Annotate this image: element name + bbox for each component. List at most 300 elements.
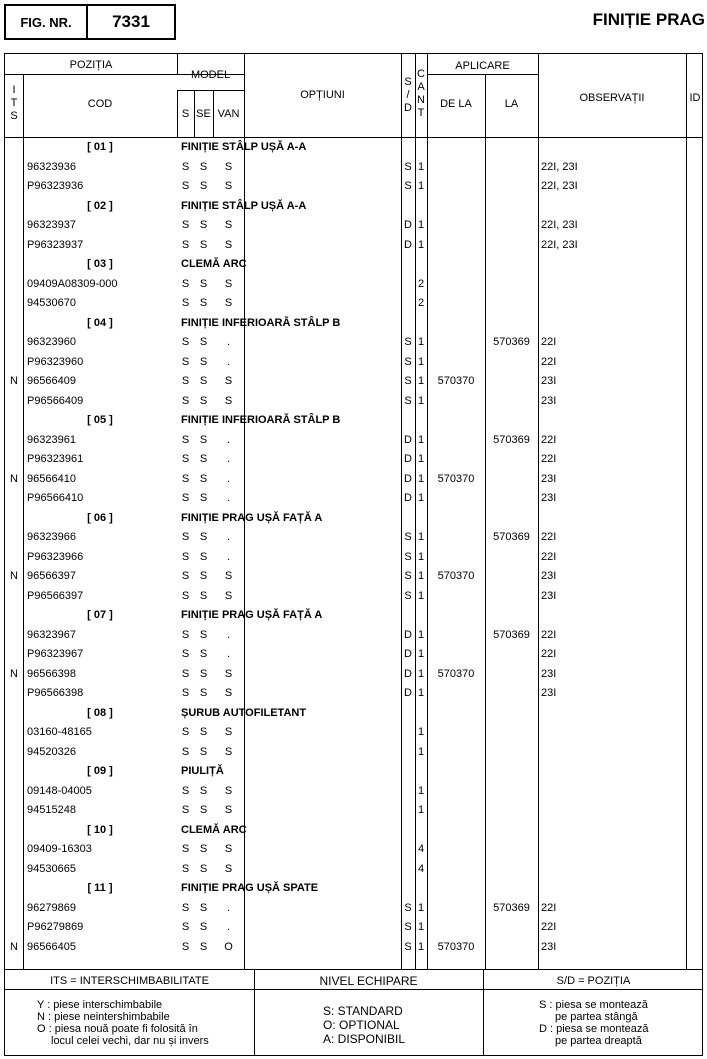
col-its: I T S	[10, 84, 18, 122]
part-code: P96323937	[27, 238, 84, 251]
col-sd: S / D	[404, 76, 412, 114]
part-code: 94530665	[27, 862, 76, 875]
observatii-cell: 23I	[541, 375, 557, 387]
observatii-cell: 22I	[541, 453, 557, 465]
sd-cell: S	[404, 550, 412, 563]
col-optiuni: OPȚIUNI	[300, 89, 345, 101]
part-code: P96323966	[27, 550, 84, 563]
part-code: P96566409	[27, 394, 84, 407]
model-se-cell: S	[199, 667, 208, 680]
cant-cell: 1	[417, 589, 425, 602]
position-number: [ 06 ]	[87, 511, 113, 524]
table-row	[5, 431, 702, 451]
group-row	[5, 255, 702, 275]
model-se-cell: S	[199, 531, 208, 543]
model-se-cell: S	[199, 648, 208, 660]
model-se-cell: S	[199, 687, 208, 699]
model-van-cell: S	[224, 375, 233, 387]
model-se-cell: S	[199, 921, 208, 933]
part-code: 03160-48165	[27, 726, 92, 738]
observatii-cell: 22I	[541, 531, 557, 543]
cant-cell: 1	[417, 355, 425, 368]
legend-its: Y : piese interschimbabile N : piese neintershimbabile O : piesa nouă poate fi folosită în locul celei vechi, dar nu și invers	[37, 999, 209, 1047]
legend-its-title: ITS = INTERSCHIMBABILITATE	[50, 975, 209, 987]
model-s-cell: S	[181, 648, 190, 660]
model-van-cell: .	[226, 453, 231, 465]
model-van-cell: S	[224, 667, 233, 680]
table-row	[5, 528, 702, 548]
model-s-cell: S	[181, 726, 190, 738]
model-s-cell: S	[181, 784, 190, 797]
model-s-cell: S	[181, 492, 190, 504]
col-model-van: VAN	[217, 108, 240, 120]
part-code: 96323936	[27, 160, 76, 173]
model-van-cell: S	[224, 726, 233, 738]
table-row	[5, 782, 702, 802]
model-van-cell: .	[226, 901, 231, 914]
group-row	[5, 606, 702, 626]
page-title: FINIȚIE PRAG	[592, 10, 705, 29]
model-s-cell: S	[181, 667, 190, 680]
model-van-cell: .	[226, 355, 231, 368]
sd-cell: D	[404, 238, 412, 251]
model-van-cell: .	[226, 648, 231, 660]
col-observatii: OBSERVAȚII	[579, 92, 645, 104]
observatii-cell: 22I	[541, 628, 557, 641]
model-s-cell: S	[181, 862, 190, 875]
group-row	[5, 821, 702, 841]
cant-cell: 1	[417, 648, 425, 660]
observatii-cell: 23I	[541, 394, 557, 407]
group-row	[5, 314, 702, 334]
sd-cell: S	[404, 921, 412, 933]
group-name: CLEMĂ ARC	[181, 258, 247, 270]
table-row	[5, 489, 702, 509]
model-van-cell: .	[226, 531, 231, 543]
part-code: P96566398	[27, 687, 84, 699]
table-row	[5, 567, 702, 587]
model-se-cell: S	[199, 277, 208, 290]
table-row	[5, 450, 702, 470]
model-van-cell: S	[224, 784, 233, 797]
group-row	[5, 509, 702, 529]
cant-cell: 1	[417, 726, 425, 738]
cant-cell: 1	[417, 901, 425, 914]
model-van-cell: S	[224, 570, 233, 582]
group-row	[5, 411, 702, 431]
model-se-cell: S	[199, 297, 208, 309]
cant-cell: 1	[417, 804, 425, 816]
group-row	[5, 879, 702, 899]
la-cell: 570369	[493, 628, 530, 641]
observatii-cell: 23I	[541, 589, 557, 602]
group-name: FINIȚIE INFERIOARĂ STÂLP B	[181, 414, 341, 426]
model-s-cell: S	[181, 901, 190, 914]
model-s-cell: S	[181, 433, 190, 446]
group-name: ȘURUB AUTOFILETANT	[181, 706, 307, 719]
observatii-cell: 22I, 23I	[541, 238, 578, 251]
part-code: 96323966	[27, 531, 76, 543]
model-van-cell: .	[226, 628, 231, 641]
model-s-cell: S	[181, 472, 190, 485]
de-la-cell: 570370	[437, 667, 475, 680]
col-la: LA	[504, 98, 519, 110]
col-model-s: S	[181, 108, 190, 120]
its-cell: N	[10, 375, 18, 387]
sd-cell: D	[404, 219, 412, 231]
part-code: 96566405	[27, 940, 76, 953]
cant-cell: 2	[417, 277, 425, 290]
observatii-cell: 22I	[541, 901, 557, 914]
observatii-cell: 22I	[541, 550, 557, 563]
model-van-cell: S	[224, 297, 233, 309]
de-la-cell: 570370	[437, 940, 475, 953]
its-cell: N	[10, 570, 18, 582]
model-s-cell: S	[181, 238, 190, 251]
sd-cell: S	[404, 180, 412, 192]
sd-cell: D	[404, 453, 412, 465]
model-s-cell: S	[181, 297, 190, 309]
legend-nivel: S: STANDARD O: OPTIONAL A: DISPONIBIL	[323, 1004, 406, 1046]
part-code: P96323936	[27, 180, 84, 192]
group-name: CLEMĂ ARC	[181, 823, 247, 836]
table-row	[5, 353, 702, 373]
sd-cell: S	[404, 901, 412, 914]
group-name: FINIȚIE PRAG UȘĂ FAȚĂ A	[181, 609, 323, 621]
part-code: 96566409	[27, 375, 76, 387]
model-s-cell: S	[181, 628, 190, 641]
position-number: [ 01 ]	[87, 141, 113, 153]
legend-nivel-title: NIVEL ECHIPARE	[319, 974, 418, 988]
la-cell: 570369	[493, 901, 530, 914]
model-van-cell: S	[224, 687, 233, 699]
cant-cell: 1	[417, 667, 425, 680]
table-row	[5, 645, 702, 665]
la-cell: 570369	[493, 336, 530, 348]
table-row	[5, 918, 702, 938]
sd-cell: D	[404, 648, 412, 660]
model-se-cell: S	[199, 219, 208, 231]
model-se-cell: S	[199, 570, 208, 582]
observatii-cell: 22I	[541, 336, 557, 348]
model-s-cell: S	[181, 355, 190, 368]
observatii-cell: 23I	[541, 492, 557, 504]
model-s-cell: S	[181, 921, 190, 933]
table-row	[5, 899, 702, 919]
cant-cell: 1	[417, 531, 425, 543]
col-aplicare: APLICARE	[455, 60, 510, 72]
cant-cell: 1	[417, 492, 425, 504]
model-se-cell: S	[199, 375, 208, 387]
group-name: FINIȚIE PRAG UȘĂ SPATE	[181, 882, 319, 894]
sd-cell: S	[404, 570, 412, 582]
table-row	[5, 548, 702, 568]
de-la-cell: 570370	[437, 472, 475, 485]
model-se-cell: S	[199, 862, 208, 875]
part-code: P96566397	[27, 589, 84, 602]
observatii-cell: 22I, 23I	[541, 180, 578, 192]
sd-cell: D	[404, 472, 412, 485]
fig-label: FIG. NR.	[6, 6, 88, 38]
model-van-cell: S	[224, 180, 233, 192]
group-name: PIULIȚĂ	[181, 765, 224, 777]
model-van-cell: S	[224, 589, 233, 602]
table-row	[5, 333, 702, 353]
table-row	[5, 294, 702, 314]
table-row	[5, 938, 702, 958]
observatii-cell: 23I	[541, 570, 557, 582]
observatii-cell: 22I, 23I	[541, 219, 578, 231]
group-row	[5, 138, 702, 158]
cant-cell: 1	[417, 921, 425, 933]
cant-cell: 1	[417, 219, 425, 231]
sd-cell: D	[404, 687, 412, 699]
table-row	[5, 236, 702, 256]
cant-cell: 1	[417, 336, 425, 348]
model-se-cell: S	[199, 589, 208, 602]
model-s-cell: S	[181, 219, 190, 231]
legend-sd-title: S/D = POZIȚIA	[556, 975, 631, 987]
table-row	[5, 840, 702, 860]
table-row	[5, 860, 702, 880]
cant-cell: 1	[417, 472, 425, 485]
model-s-cell: S	[181, 277, 190, 290]
model-s-cell: S	[181, 531, 190, 543]
table-row	[5, 372, 702, 392]
sd-cell: D	[404, 628, 412, 641]
la-cell: 570369	[493, 433, 530, 446]
model-se-cell: S	[199, 745, 208, 758]
part-code: P96566410	[27, 492, 84, 504]
part-code: 96323967	[27, 628, 76, 641]
observatii-cell: 22I	[541, 921, 557, 933]
model-van-cell: S	[224, 238, 233, 251]
model-van-cell: S	[224, 394, 233, 407]
model-se-cell: S	[199, 550, 208, 563]
model-s-cell: S	[181, 453, 190, 465]
model-se-cell: S	[199, 472, 208, 485]
model-s-cell: S	[181, 589, 190, 602]
model-s-cell: S	[181, 550, 190, 563]
position-number: [ 07 ]	[87, 609, 113, 621]
model-van-cell: .	[226, 336, 231, 348]
observatii-cell: 23I	[541, 667, 557, 680]
model-se-cell: S	[199, 726, 208, 738]
model-se-cell: S	[199, 784, 208, 797]
part-code: P96323960	[27, 355, 84, 368]
cant-cell: 1	[417, 394, 425, 407]
group-name: FINIȚIE STÂLP UȘĂ A-A	[181, 141, 307, 153]
part-code: 94530670	[27, 297, 76, 309]
sd-cell: S	[404, 355, 412, 368]
position-number: [ 03 ]	[87, 258, 113, 270]
model-s-cell: S	[181, 745, 190, 758]
sd-cell: S	[404, 336, 412, 348]
table-row	[5, 158, 702, 178]
part-code: 96566398	[27, 667, 76, 680]
part-code: 96323961	[27, 433, 76, 446]
model-van-cell: S	[224, 843, 233, 855]
table-row	[5, 177, 702, 197]
fig-number-box	[4, 4, 176, 40]
model-se-cell: S	[199, 843, 208, 855]
table-row	[5, 723, 702, 743]
position-number: [ 10 ]	[87, 823, 113, 836]
part-code: P96279869	[27, 921, 84, 933]
position-number: [ 09 ]	[87, 765, 113, 777]
observatii-cell: 23I	[541, 687, 557, 699]
sd-cell: S	[404, 394, 412, 407]
sd-cell: S	[404, 375, 412, 387]
cant-cell: 1	[417, 628, 425, 641]
its-cell: N	[10, 940, 18, 953]
model-se-cell: S	[199, 453, 208, 465]
col-id: ID	[689, 92, 701, 104]
model-van-cell: S	[224, 160, 233, 173]
part-code: 09148-04005	[27, 784, 92, 797]
model-s-cell: S	[181, 804, 190, 816]
part-code: P96323961	[27, 453, 84, 465]
part-code: 96323937	[27, 219, 76, 231]
part-code: 96279869	[27, 901, 76, 914]
position-number: [ 08 ]	[87, 706, 113, 719]
model-s-cell: S	[181, 160, 190, 173]
cant-cell: 1	[417, 160, 425, 173]
model-se-cell: S	[199, 336, 208, 348]
position-number: [ 02 ]	[87, 199, 113, 212]
model-se-cell: S	[199, 901, 208, 914]
sd-cell: D	[404, 667, 412, 680]
model-van-cell: S	[224, 804, 233, 816]
table-row	[5, 587, 702, 607]
de-la-cell: 570370	[437, 375, 475, 387]
cant-cell: 1	[417, 433, 425, 446]
model-s-cell: S	[181, 375, 190, 387]
model-van-cell: .	[226, 921, 231, 933]
group-name: FINIȚIE STÂLP UȘĂ A-A	[181, 199, 307, 212]
model-s-cell: S	[181, 180, 190, 192]
model-s-cell: S	[181, 570, 190, 582]
table-row	[5, 743, 702, 763]
position-number: [ 04 ]	[87, 316, 113, 329]
observatii-cell: 22I	[541, 648, 557, 660]
model-van-cell: O	[224, 940, 233, 953]
observatii-cell: 23I	[541, 472, 557, 485]
observatii-cell: 23I	[541, 940, 557, 953]
col-cod: COD	[87, 98, 113, 110]
model-se-cell: S	[199, 492, 208, 504]
position-number: [ 11 ]	[87, 882, 113, 894]
model-se-cell: S	[199, 355, 208, 368]
parts-table	[4, 53, 703, 1056]
cant-cell: 1	[417, 550, 425, 563]
cant-cell: 4	[417, 862, 425, 875]
col-de-la: DE LA	[440, 98, 472, 110]
part-code: 09409A08309-000	[27, 277, 118, 290]
its-cell: N	[10, 667, 18, 680]
col-cant: C A N T	[417, 68, 425, 119]
table-row	[5, 801, 702, 821]
cant-cell: 1	[417, 687, 425, 699]
col-pozitia: POZIȚIA	[69, 59, 113, 71]
sd-cell: S	[404, 160, 412, 173]
part-code: 94515248	[27, 804, 76, 816]
model-s-cell: S	[181, 394, 190, 407]
cant-cell: 1	[417, 453, 425, 465]
table-row	[5, 470, 702, 490]
model-van-cell: .	[226, 472, 231, 485]
group-row	[5, 704, 702, 724]
model-se-cell: S	[199, 238, 208, 251]
its-cell: N	[10, 472, 18, 485]
observatii-cell: 22I	[541, 355, 557, 368]
model-se-cell: S	[199, 394, 208, 407]
observatii-cell: 22I, 23I	[541, 160, 578, 173]
cant-cell: 1	[417, 940, 425, 953]
model-se-cell: S	[199, 628, 208, 641]
part-code: 96566410	[27, 472, 76, 485]
sd-cell: D	[404, 492, 412, 504]
model-van-cell: S	[224, 862, 233, 875]
model-s-cell: S	[181, 940, 190, 953]
sd-cell: S	[404, 589, 412, 602]
cant-cell: 1	[417, 375, 425, 387]
cant-cell: 1	[417, 238, 425, 251]
sd-cell: D	[404, 433, 412, 446]
sd-cell: S	[404, 940, 412, 953]
cant-cell: 1	[417, 784, 425, 797]
table-row	[5, 665, 702, 685]
cant-cell: 2	[417, 297, 425, 309]
model-s-cell: S	[181, 687, 190, 699]
part-code: 96323960	[27, 336, 76, 348]
part-code: 94520326	[27, 745, 76, 758]
model-se-cell: S	[199, 180, 208, 192]
table-row	[5, 392, 702, 412]
model-van-cell: .	[226, 550, 231, 563]
model-se-cell: S	[199, 804, 208, 816]
cant-cell: 1	[417, 745, 425, 758]
cant-cell: 1	[417, 180, 425, 192]
la-cell: 570369	[493, 531, 530, 543]
model-s-cell: S	[181, 843, 190, 855]
model-van-cell: S	[224, 277, 233, 290]
model-van-cell: .	[226, 433, 231, 446]
model-van-cell: .	[226, 492, 231, 504]
part-code: P96323967	[27, 648, 84, 660]
table-row	[5, 684, 702, 704]
table-row	[5, 275, 702, 295]
model-se-cell: S	[199, 160, 208, 173]
group-name: FINIȚIE PRAG UȘĂ FAȚĂ A	[181, 511, 323, 524]
sd-cell: S	[404, 531, 412, 543]
position-number: [ 05 ]	[87, 414, 113, 426]
de-la-cell: 570370	[437, 570, 475, 582]
model-se-cell: S	[199, 940, 208, 953]
table-row	[5, 216, 702, 236]
col-model-se: SE	[196, 108, 211, 120]
col-model: MODEL	[190, 69, 231, 81]
fig-number: 7331	[112, 12, 150, 31]
model-van-cell: S	[224, 219, 233, 231]
group-name: FINIȚIE INFERIOARĂ STÂLP B	[181, 316, 341, 329]
observatii-cell: 22I	[541, 433, 557, 446]
legend-sd: S : piesa se montează pe partea stângă D : piesa se montează pe partea dreaptă	[539, 999, 649, 1047]
group-row	[5, 197, 702, 217]
cant-cell: 4	[417, 843, 425, 855]
table-row	[5, 626, 702, 646]
cant-cell: 1	[417, 570, 425, 582]
